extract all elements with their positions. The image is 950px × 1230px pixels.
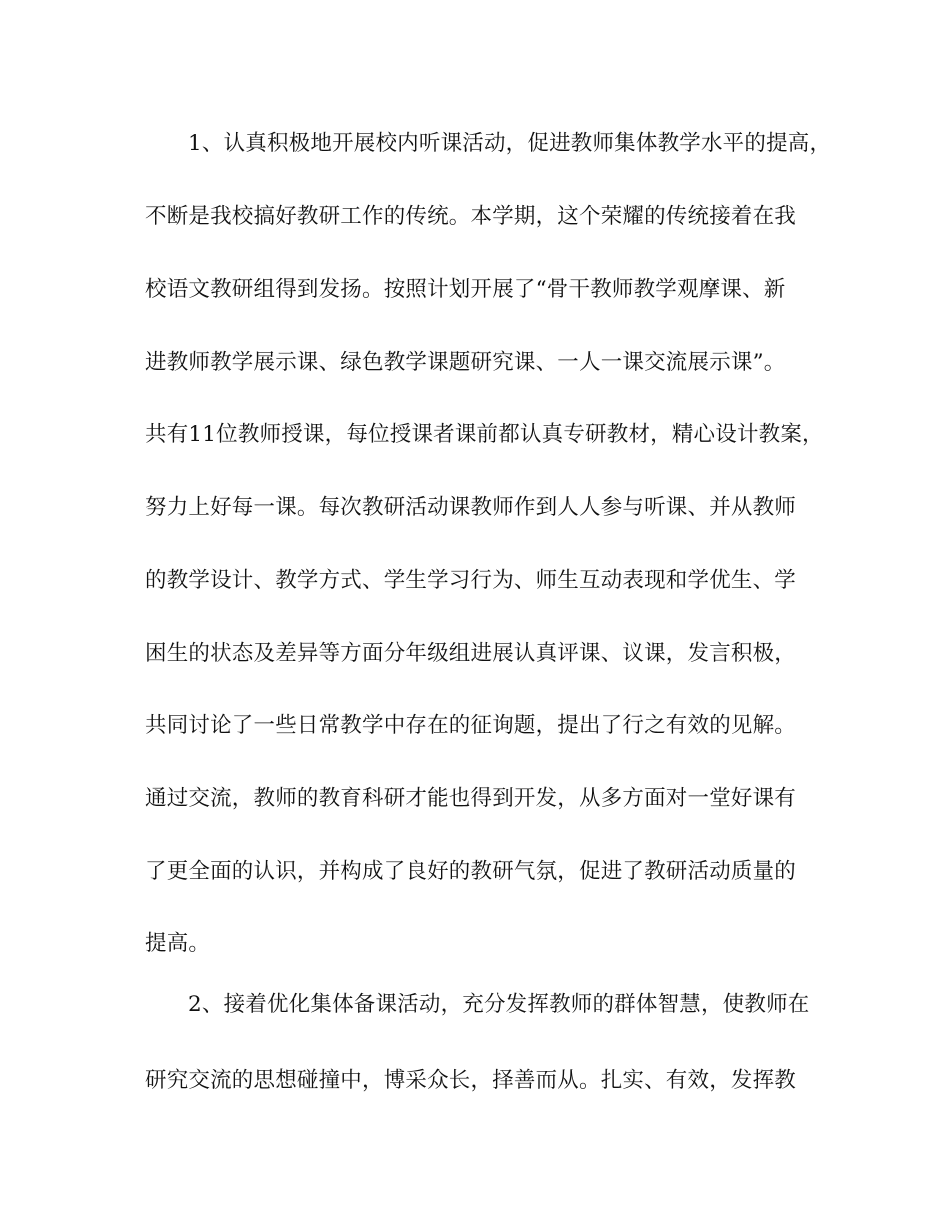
paragraph-1-line-12: 提高。 xyxy=(145,931,211,956)
paragraph-1-line-9: 共同讨论了一些日常教学中存在的征询题，提出了行之有效的见解。 xyxy=(145,713,797,738)
paragraph-1-line-10: 通过交流，教师的教育科研才能也得到开发，从多方面对一堂好课有 xyxy=(145,786,797,811)
paragraph-1-line-4: 进教师教学展示课、绿色教学课题研究课、一人一课交流展示课”。 xyxy=(145,350,786,375)
paragraph-1-line-7: 的教学设计、教学方式、学生学习行为、师生互动表现和学优生、学 xyxy=(145,568,797,593)
paragraph-1-line-8: 困生的状态及差异等方面分年级组进展认真评课、议课，发言积极， xyxy=(145,641,797,666)
paragraph-1-line-11: 了更全面的认识，并构成了良好的教研气氛，促进了教研活动质量的 xyxy=(145,859,797,884)
paragraph-1-line-3: 校语文教研组得到发扬。按照计划开展了“骨干教师教学观摩课、新 xyxy=(145,277,786,302)
paragraph-2-line-1: 2、接着优化集体备课活动，充分发挥教师的群体智慧，使教师在 xyxy=(188,992,810,1017)
paragraph-1-line-6: 努力上好每一课。每次教研活动课教师作到人人参与听课、并从教师 xyxy=(145,495,797,520)
paragraph-2-line-2: 研究交流的思想碰撞中，博采众长，择善而从。扎实、有效，发挥教 xyxy=(145,1068,797,1093)
paragraph-1-line-2: 不断是我校搞好教研工作的传统。本学期，这个荣耀的传统接着在我 xyxy=(145,204,797,229)
paragraph-1-line-5: 共有11位教师授课，每位授课者课前都认真专研教材，精心设计教案， xyxy=(145,422,824,447)
paragraph-1-line-1: 1、认真积极地开展校内听课活动，促进教师集体教学水平的提高， xyxy=(188,131,832,156)
